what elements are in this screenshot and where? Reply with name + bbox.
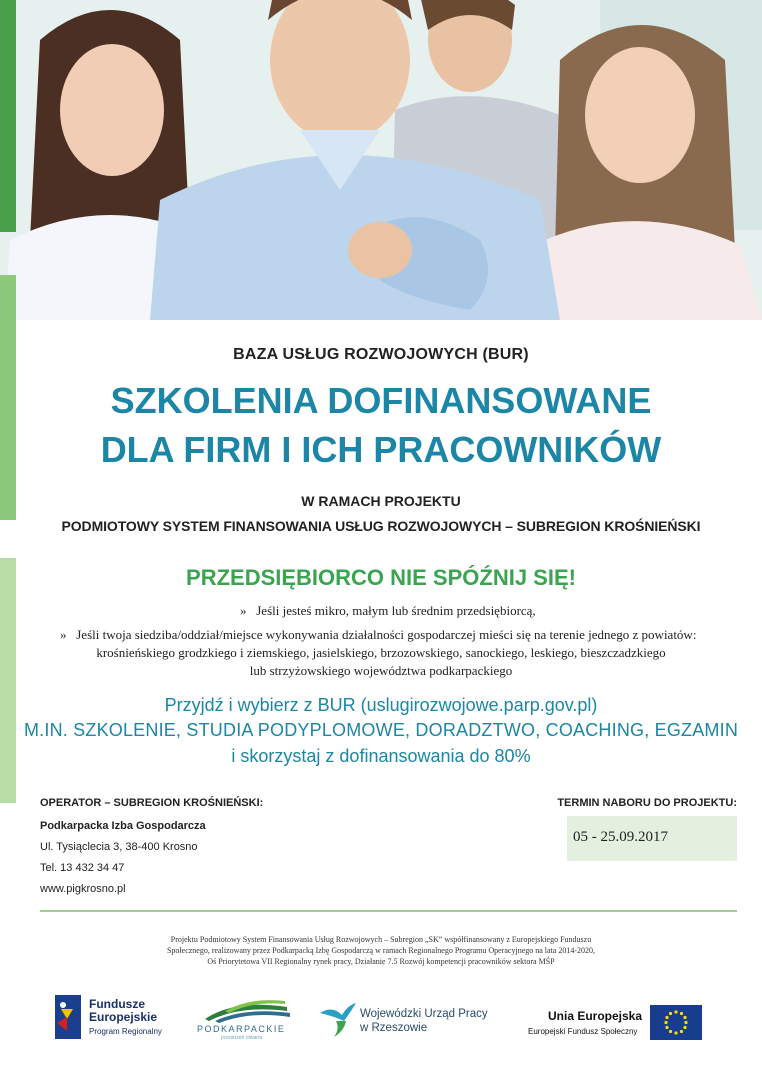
- eu-title: Unia Europejska: [548, 1009, 643, 1023]
- hero-photo: [0, 0, 762, 320]
- bullet-item: [60, 627, 696, 643]
- bullet-text: Jeśli jesteś mikro, małym lub średnim przedsiębiorcą,: [256, 603, 536, 618]
- bird-icon: [318, 995, 358, 1039]
- funding-footnote: Projektu Podmiotowy System Finansowania Usług Rozwojowych – Subregion „SK” współfinansowany z Europejskiego Funduszu: [170, 935, 592, 944]
- main-title-line2: DLA FIRM I ICH PRACOWNIKÓW: [100, 429, 662, 470]
- framework-label: W RAMACH PROJEKTU: [301, 493, 461, 509]
- bullet-item: [240, 603, 536, 619]
- callout-headline: PRZEDSIĘBIORCO NIE SPÓŹNIJ SIĘ!: [186, 565, 576, 590]
- fe-emblem-icon: [55, 995, 85, 1041]
- funding-footnote: Oś Priorytetowa VII Regionalny rynek pracy, Działanie 7.5 Rozwój kompetencji pracowników sektora MŚP: [207, 957, 555, 966]
- bullet-text: Jeśli twoja siedziba/oddział/miejsce wykonywania działalności gospodarczej mieści się na terenie jednego z powiatów:: [76, 627, 697, 642]
- eu-logo: [520, 995, 705, 1045]
- main-title-line1: SZKOLENIA DOFINANSOWANE: [110, 380, 652, 421]
- bullet-text-continued: lub strzyżowskiego województwa podkarpackiego: [249, 663, 513, 678]
- bullet-mark: »: [60, 627, 67, 642]
- offer-funding: i skorzystaj z dofinansowania do 80%: [231, 746, 531, 766]
- pk-tagline: przestrzeń otwarta: [221, 1035, 263, 1041]
- pk-name: PODKARPACKIE: [197, 1024, 286, 1034]
- fe-line1: Fundusze: [89, 997, 145, 1011]
- eu-flag-icon: [650, 1005, 702, 1040]
- kicker-title: BAZA USŁUG ROZWOJOWYCH (BUR): [233, 346, 529, 363]
- bullet-mark: »: [240, 603, 247, 618]
- wup-line2: w Rzeszowie: [360, 1022, 428, 1034]
- operator-phone: Tel. 13 432 34 47: [40, 862, 125, 874]
- fundusze-europejskie-logo: [55, 995, 185, 1045]
- divider: [40, 910, 737, 912]
- offer-services: M.IN. SZKOLENIE, STUDIA PODYPLOMOWE, DORADZTWO, COACHING, EGZAMIN: [23, 720, 739, 740]
- eu-subtitle: Europejski Fundusz Społeczny: [528, 1027, 638, 1036]
- recruitment-title: TERMIN NABORU DO PROJEKTU:: [557, 797, 737, 809]
- fe-subtitle: Program Regionalny: [89, 1027, 162, 1036]
- recruitment-dates: 05 - 25.09.2017: [567, 816, 737, 861]
- offer-line: Przyjdź i wybierz z BUR (uslugirozwojowe.parp.gov.pl): [164, 695, 598, 715]
- wup-rzeszow-logo: [318, 995, 508, 1045]
- operator-name: Podkarpacka Izba Gospodarcza: [40, 820, 206, 832]
- decorative-stripe: [0, 0, 16, 232]
- wup-line1: Wojewódzki Urząd Pracy: [360, 1008, 488, 1020]
- business-team-illustration: [0, 0, 762, 320]
- operator-title: OPERATOR – SUBREGION KROŚNIEŃSKI:: [40, 797, 264, 809]
- mountains-icon: [195, 995, 295, 1023]
- fe-line2: Europejskie: [89, 1010, 158, 1024]
- operator-website: www.pigkrosno.pl: [40, 883, 126, 895]
- project-name: PODMIOTOWY SYSTEM FINANSOWANIA USŁUG ROZWOJOWYCH – SUBREGION KROŚNIEŃSKI: [61, 518, 701, 534]
- funding-footnote: Społecznego, realizowany przez Podkarpacką Izbę Gospodarczą w ramach Regionalnego Programu Operacyjnego na lata 2014-2020,: [166, 946, 596, 955]
- podkarpackie-logo: [195, 995, 300, 1045]
- bullet-text-continued: krośnieńskiego grodzkiego i ziemskiego, jasielskiego, brzozowskiego, sanockiego, leskiego, bieszczadzkiego: [96, 645, 666, 660]
- operator-address: Ul. Tysiąclecia 3, 38-400 Krosno: [40, 841, 198, 853]
